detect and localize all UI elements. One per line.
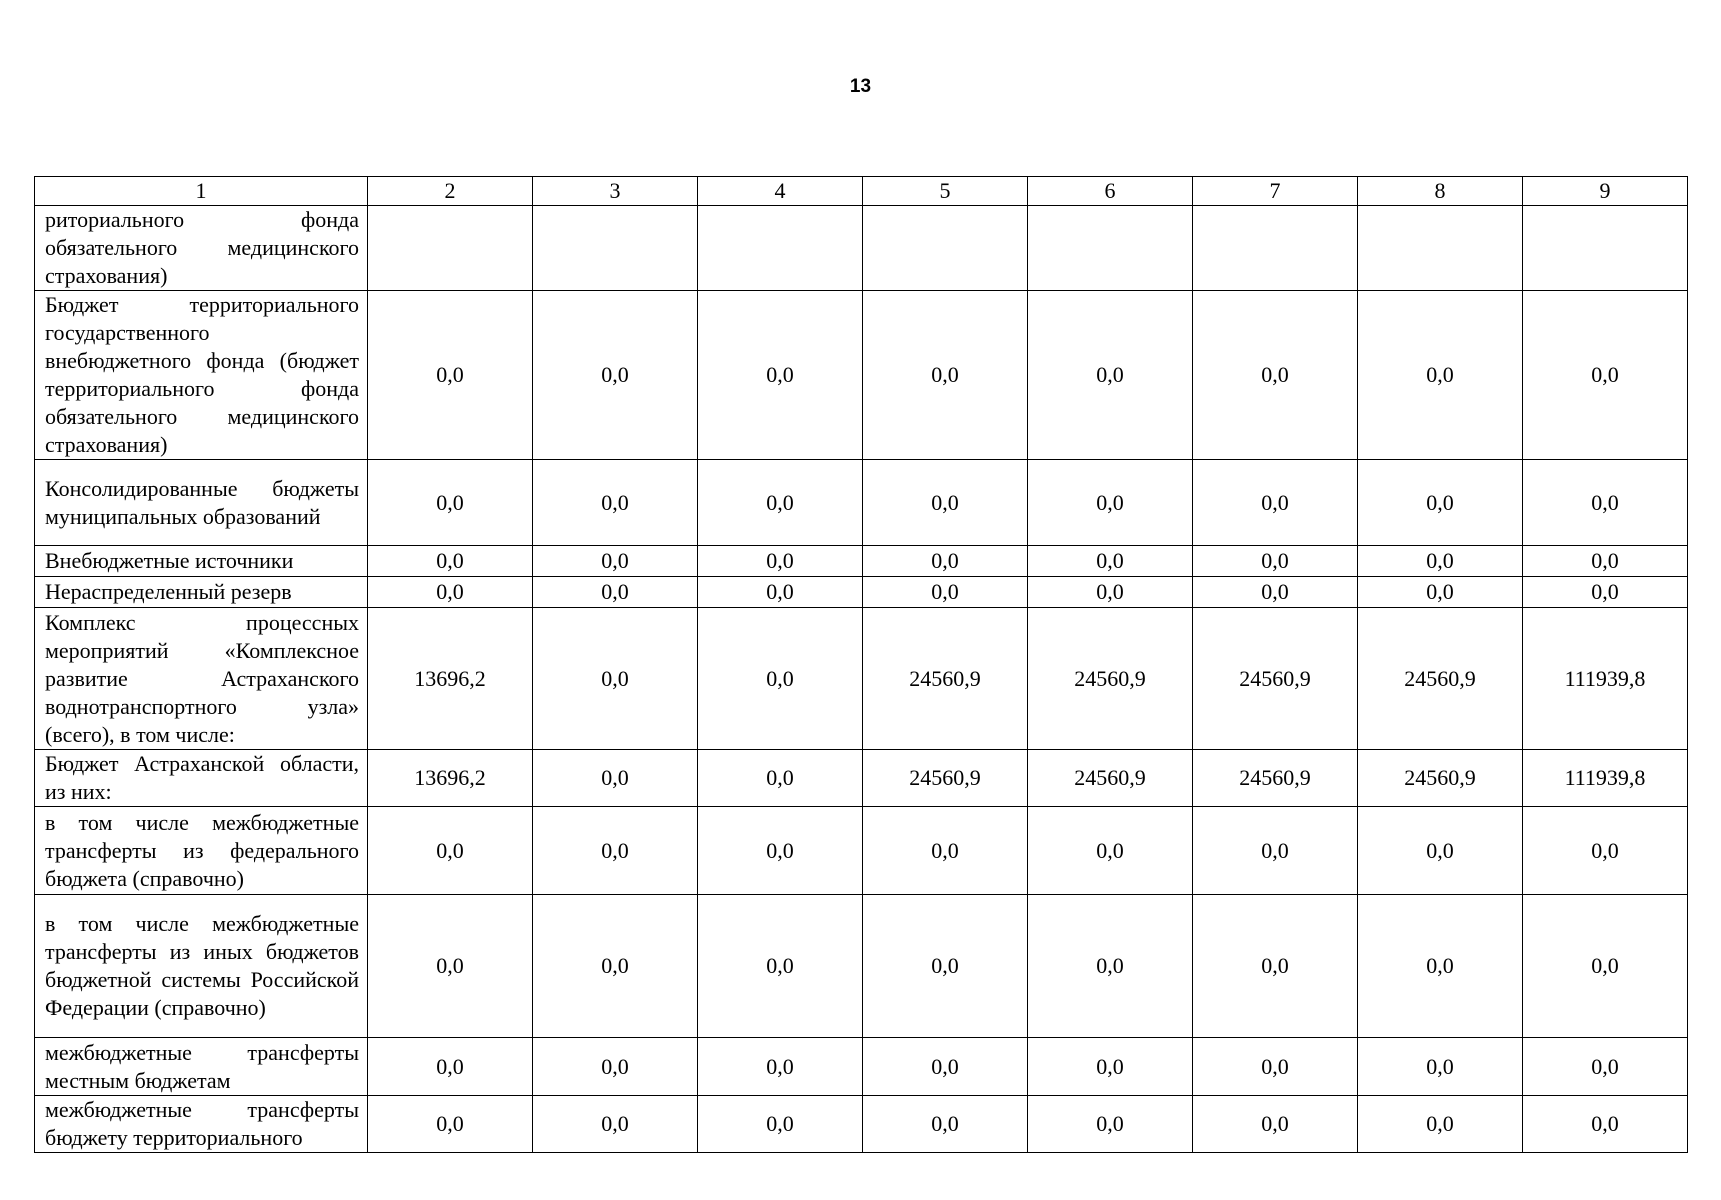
value-cell-col-8: 24560,9 — [1358, 608, 1523, 750]
value-cell-col-9: 0,0 — [1523, 577, 1688, 608]
budget-table — [34, 176, 1688, 1153]
value-cell-col-4: 0,0 — [698, 1038, 863, 1096]
value-cell-col-4: 0,0 — [698, 546, 863, 577]
table-row — [35, 750, 1688, 807]
value-cell-col-2: 0,0 — [368, 577, 533, 608]
value-cell-col-4: 0,0 — [698, 291, 863, 460]
value-cell-col-7: 0,0 — [1193, 577, 1358, 608]
value-cell-col-4: 0,0 — [698, 750, 863, 807]
column-header-4: 4 — [698, 177, 863, 206]
value-cell-col-5: 0,0 — [863, 291, 1028, 460]
value-cell-col-7: 0,0 — [1193, 291, 1358, 460]
value-cell-col-3: 0,0 — [533, 895, 698, 1038]
row-label: Комплекс процессных мероприятий «Комплексное развитие Астраханского воднотранспортного узла» (всего), в том числе: — [35, 608, 368, 750]
table-row — [35, 460, 1688, 546]
table-row — [35, 1096, 1688, 1153]
value-cell-col-9: 111939,8 — [1523, 750, 1688, 807]
row-label: в том числе межбюджетные трансферты из федерального бюджета (справочно) — [35, 807, 368, 895]
budget-table-container — [34, 176, 1688, 1153]
value-cell-col-8: 0,0 — [1358, 895, 1523, 1038]
value-cell-col-2: 0,0 — [368, 1096, 533, 1153]
row-label: в том числе межбюджетные трансферты из иных бюджетов бюджетной системы Российской Федерации (справочно) — [35, 895, 368, 1038]
value-cell-col-9: 0,0 — [1523, 807, 1688, 895]
value-cell-col-5: 0,0 — [863, 807, 1028, 895]
value-cell-col-8: 0,0 — [1358, 577, 1523, 608]
table-row — [35, 895, 1688, 1038]
value-cell-col-9 — [1523, 206, 1688, 291]
value-cell-col-3: 0,0 — [533, 577, 698, 608]
value-cell-col-4: 0,0 — [698, 807, 863, 895]
value-cell-col-8: 0,0 — [1358, 1038, 1523, 1096]
value-cell-col-6: 24560,9 — [1028, 608, 1193, 750]
row-label: межбюджетные трансферты местным бюджетам — [35, 1038, 368, 1096]
value-cell-col-4: 0,0 — [698, 1096, 863, 1153]
value-cell-col-6: 0,0 — [1028, 807, 1193, 895]
value-cell-col-3: 0,0 — [533, 546, 698, 577]
value-cell-col-3: 0,0 — [533, 750, 698, 807]
value-cell-col-5: 0,0 — [863, 577, 1028, 608]
value-cell-col-2: 0,0 — [368, 546, 533, 577]
value-cell-col-7: 0,0 — [1193, 807, 1358, 895]
value-cell-col-2: 0,0 — [368, 895, 533, 1038]
value-cell-col-7: 0,0 — [1193, 895, 1358, 1038]
value-cell-col-6 — [1028, 206, 1193, 291]
column-header-2: 2 — [368, 177, 533, 206]
row-label: Консолидированные бюджеты муниципальных образований — [35, 460, 368, 546]
value-cell-col-7 — [1193, 206, 1358, 291]
column-header-5: 5 — [863, 177, 1028, 206]
value-cell-col-6: 0,0 — [1028, 577, 1193, 608]
value-cell-col-3: 0,0 — [533, 608, 698, 750]
column-header-9: 9 — [1523, 177, 1688, 206]
value-cell-col-9: 111939,8 — [1523, 608, 1688, 750]
value-cell-col-4 — [698, 206, 863, 291]
value-cell-col-4: 0,0 — [698, 460, 863, 546]
value-cell-col-4: 0,0 — [698, 577, 863, 608]
value-cell-col-9: 0,0 — [1523, 895, 1688, 1038]
table-row — [35, 577, 1688, 608]
value-cell-col-7: 0,0 — [1193, 1096, 1358, 1153]
value-cell-col-3 — [533, 206, 698, 291]
value-cell-col-6: 0,0 — [1028, 460, 1193, 546]
column-header-7: 7 — [1193, 177, 1358, 206]
value-cell-col-9: 0,0 — [1523, 546, 1688, 577]
row-label: риториального фонда обязательного медицинского страхования) — [35, 206, 368, 291]
value-cell-col-3: 0,0 — [533, 1038, 698, 1096]
value-cell-col-9: 0,0 — [1523, 291, 1688, 460]
table-row — [35, 206, 1688, 291]
value-cell-col-5: 24560,9 — [863, 608, 1028, 750]
value-cell-col-8: 0,0 — [1358, 1096, 1523, 1153]
table-row — [35, 807, 1688, 895]
value-cell-col-9: 0,0 — [1523, 1038, 1688, 1096]
value-cell-col-2: 13696,2 — [368, 750, 533, 807]
value-cell-col-6: 0,0 — [1028, 291, 1193, 460]
column-header-8: 8 — [1358, 177, 1523, 206]
value-cell-col-2: 0,0 — [368, 807, 533, 895]
table-row — [35, 608, 1688, 750]
value-cell-col-5: 0,0 — [863, 895, 1028, 1038]
value-cell-col-8: 0,0 — [1358, 546, 1523, 577]
value-cell-col-8 — [1358, 206, 1523, 291]
table-row — [35, 291, 1688, 460]
value-cell-col-9: 0,0 — [1523, 460, 1688, 546]
row-label: Внебюджетные источники — [35, 546, 368, 577]
value-cell-col-5: 0,0 — [863, 1096, 1028, 1153]
value-cell-col-3: 0,0 — [533, 291, 698, 460]
value-cell-col-7: 24560,9 — [1193, 608, 1358, 750]
value-cell-col-5: 24560,9 — [863, 750, 1028, 807]
value-cell-col-2 — [368, 206, 533, 291]
table-row — [35, 1038, 1688, 1096]
value-cell-col-8: 0,0 — [1358, 807, 1523, 895]
value-cell-col-2: 0,0 — [368, 460, 533, 546]
value-cell-col-5: 0,0 — [863, 546, 1028, 577]
value-cell-col-4: 0,0 — [698, 895, 863, 1038]
value-cell-col-2: 0,0 — [368, 291, 533, 460]
table-body — [35, 206, 1688, 1153]
row-label: межбюджетные трансферты бюджету территориального — [35, 1096, 368, 1153]
value-cell-col-8: 0,0 — [1358, 291, 1523, 460]
value-cell-col-3: 0,0 — [533, 807, 698, 895]
value-cell-col-6: 0,0 — [1028, 1096, 1193, 1153]
header-row — [35, 177, 1688, 206]
value-cell-col-6: 0,0 — [1028, 546, 1193, 577]
value-cell-col-6: 0,0 — [1028, 1038, 1193, 1096]
value-cell-col-2: 13696,2 — [368, 608, 533, 750]
value-cell-col-8: 0,0 — [1358, 460, 1523, 546]
row-label: Бюджет Астраханской области, из них: — [35, 750, 368, 807]
value-cell-col-3: 0,0 — [533, 1096, 698, 1153]
table-row — [35, 546, 1688, 577]
value-cell-col-5 — [863, 206, 1028, 291]
value-cell-col-6: 24560,9 — [1028, 750, 1193, 807]
value-cell-col-7: 0,0 — [1193, 1038, 1358, 1096]
value-cell-col-8: 24560,9 — [1358, 750, 1523, 807]
value-cell-col-7: 0,0 — [1193, 546, 1358, 577]
row-label: Бюджет территориального государственного внебюджетного фонда (бюджет территориального фонда обязательного медицинского страхования) — [35, 291, 368, 460]
value-cell-col-7: 24560,9 — [1193, 750, 1358, 807]
column-header-1: 1 — [35, 177, 368, 206]
row-label: Нераспределенный резерв — [35, 577, 368, 608]
value-cell-col-4: 0,0 — [698, 608, 863, 750]
value-cell-col-5: 0,0 — [863, 1038, 1028, 1096]
column-header-3: 3 — [533, 177, 698, 206]
page-number: 13 — [849, 76, 872, 97]
value-cell-col-5: 0,0 — [863, 460, 1028, 546]
value-cell-col-3: 0,0 — [533, 460, 698, 546]
column-header-6: 6 — [1028, 177, 1193, 206]
value-cell-col-9: 0,0 — [1523, 1096, 1688, 1153]
value-cell-col-7: 0,0 — [1193, 460, 1358, 546]
value-cell-col-6: 0,0 — [1028, 895, 1193, 1038]
value-cell-col-2: 0,0 — [368, 1038, 533, 1096]
